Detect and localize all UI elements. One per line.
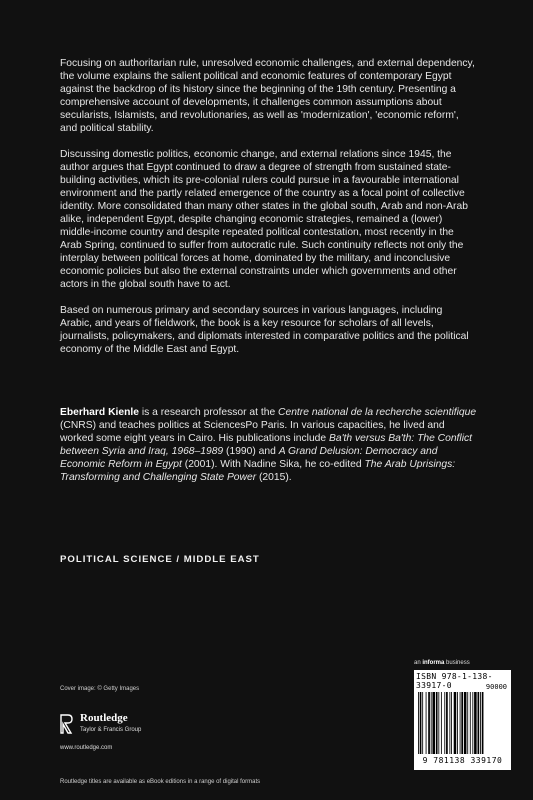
author-bio-text: is a research professor at the (138, 407, 279, 418)
ebook-note: Routledge titles are available as eBook editions in a range of digital formats (60, 779, 261, 785)
author-name: Eberhard Kienle (60, 407, 139, 418)
routledge-logo-icon (60, 713, 74, 735)
book-description (60, 57, 476, 369)
author-bio (60, 406, 480, 484)
publisher-website: www.routledge.com (60, 745, 113, 751)
barcode-panel (414, 670, 511, 770)
cover-image-credit: Cover image: © Getty Images (60, 686, 140, 692)
author-bio-text: (2015). (256, 472, 292, 483)
author-bio-text: (1990) and (223, 446, 279, 457)
author-bio-italic: The Arab Uprisings: Transforming and Challenging State Power (60, 459, 456, 483)
isbn-text: ISBN 978-1-138-33917-0 (416, 672, 493, 690)
barcode-icon (418, 692, 507, 754)
informa-brand: informa (422, 660, 445, 666)
description-paragraph-3: Based on numerous primary and secondary sources in various languages, including Arabic, and years of fieldwork, the book is a key resource for scholars of all levels, journalists, policymakers, and diplomats interested in comparative politics and the political economy of the Middle East and Egypt. (60, 305, 469, 355)
author-bio-text: (2001). With Nadine Sika, he co-edited (181, 459, 365, 470)
author-bio-italic: Ba'th versus Ba'th: The Conflict between Syria and Iraq, 1968–1989 (60, 433, 473, 457)
description-paragraph-2: Discussing domestic politics, economic change, and external relations since 1945, the author argues that Egypt continued to draw a degree of strength from sustained state-building activities, which its pre-colonial rulers could pursue in a favourable international environment and the partly related emergence of the country as a focal point of collective identity. More consolidated than many other states in the global south, Arab and non-Arab alike, independent Egypt, despite changing economic strategies, remained a (lower) middle-income country and despite repeated political contestation, most recently in the Arab Spring, continued to suffer from autocratic rule. Such continuity reflects not only the interplay between political forces at home, dominated by the military, and inconclusive economic policies but also the external constraints under which governments and other actors in the global south have to act. (60, 149, 468, 290)
price-code: 90000 (485, 683, 507, 691)
author-bio-italic: Centre national de la recherche scientifique (278, 407, 477, 418)
barcode-number: 9 781138 339170 (422, 756, 503, 765)
author-bio-italic: A Grand Delusion: Democracy and Economic Reform in Egypt (60, 446, 438, 470)
description-paragraph-1: Focusing on authoritarian rule, unresolved economic challenges, and external dependency, the volume explains the salient political and economic features of contemporary Egypt against the backdrop of its history since the beginning of the 19th century. Presenting a comprehensive account of developments, it challenges common assumptions about secularists, Islamists, and revolutionaries, as well as 'modernization', 'economic reform', and political stability. (60, 58, 475, 134)
publisher-group: Taylor & Francis Group (80, 727, 142, 733)
informa-suffix: business (444, 660, 470, 666)
informa-prefix: an (414, 660, 423, 666)
subject-category: POLITICAL SCIENCE / MIDDLE EAST (60, 554, 260, 565)
author-bio-text: (CNRS) and teaches politics at SciencesPo Paris. In various capacities, he lived and worked some eight years in Cairo. His publications include (60, 420, 445, 444)
publisher-name: Routledge (80, 712, 128, 724)
informa-tagline (414, 660, 470, 666)
